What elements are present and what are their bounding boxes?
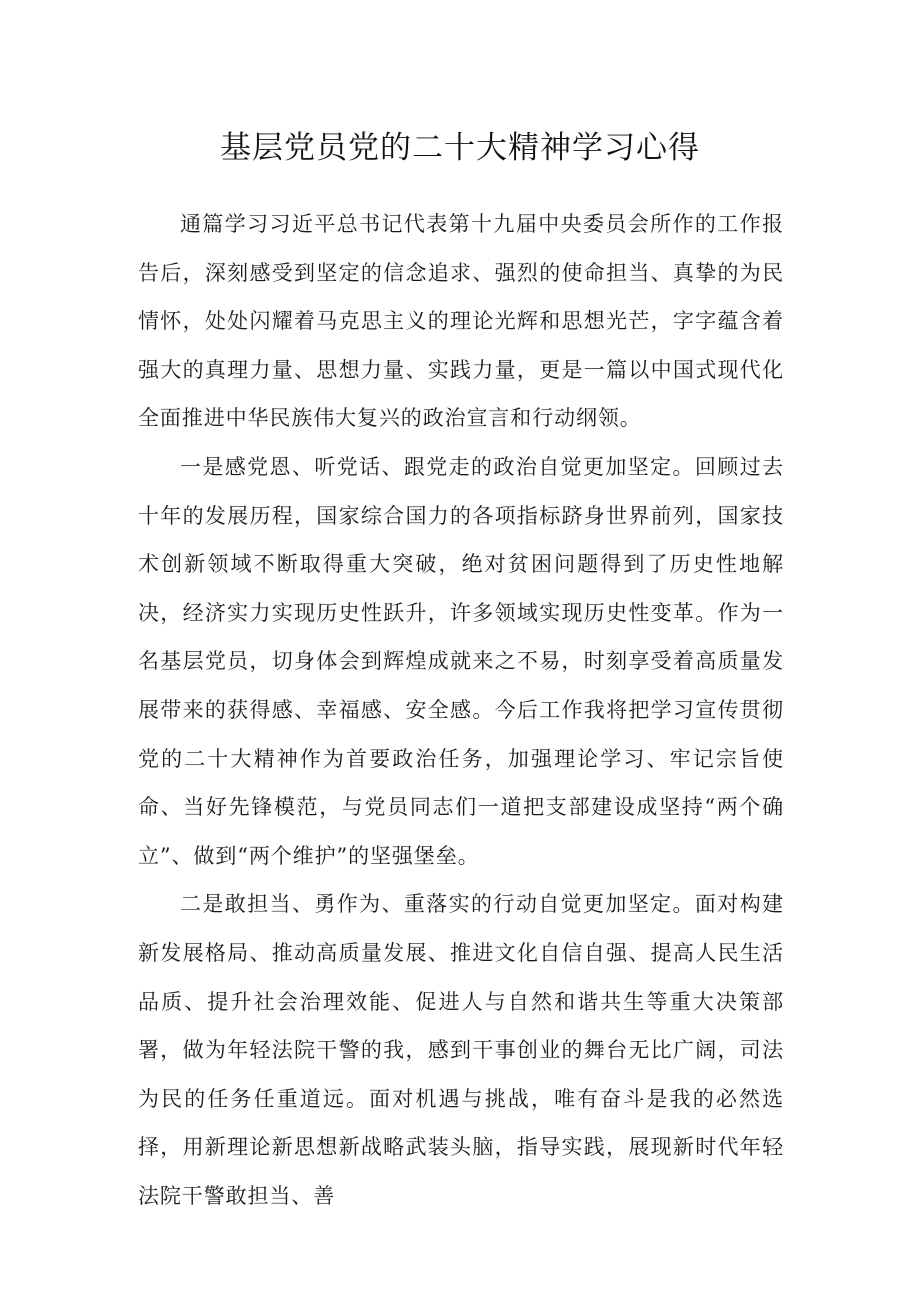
paragraph-point-one: 一是感党恩、听党话、跟党走的政治自觉更加坚定。回顾过去十年的发展历程，国家综合国力的各项指标跻身世界前列，国家技术创新领域不断取得重大突破，绝对贫困问题得到了历史性地解决，经济实力实现历史性跃升，许多领域实现历史性变革。作为一名基层党员，切身体会到辉煌成就来之不易，时刻享受着高质量发展带来的获得感、幸福感、安全感。今后工作我将把学习宣传贯彻党的二十大精神作为首要政治任务，加强理论学习、牢记宗旨使命、当好先锋模范，与党员同志们一道把支部建设成坚持“两个确立”、做到“两个维护”的坚强堡垒。 xyxy=(138,454,784,868)
document-body xyxy=(138,200,784,1220)
paragraph-point-two: 二是敢担当、勇作为、重落实的行动自觉更加坚定。面对构建新发展格局、推动高质量发展、推进文化自信自强、提高人民生活品质、提升社会治理效能、促进人与自然和谐共生等重大决策部署，做为年轻法院干警的我，感到干事创业的舞台无比广阔，司法为民的任务任重道远。面对机遇与挑战，唯有奋斗是我的必然选择，用新理论新思想新战略武装头脑，指导实践，展现新时代年轻法院干警敢担当、善 xyxy=(138,892,784,1208)
paragraph-intro: 通篇学习习近平总书记代表第十九届中央委员会所作的工作报告后，深刻感受到坚定的信念追求、强烈的使命担当、真挚的为民情怀，处处闪耀着马克思主义的理论光辉和思想光芒，字字蕴含着强大的真理力量、思想力量、实践力量，更是一篇以中国式现代化全面推进中华民族伟大复兴的政治宣言和行动纲领。 xyxy=(138,212,784,431)
document-title: 基层党员党的二十大精神学习心得 xyxy=(220,130,700,166)
